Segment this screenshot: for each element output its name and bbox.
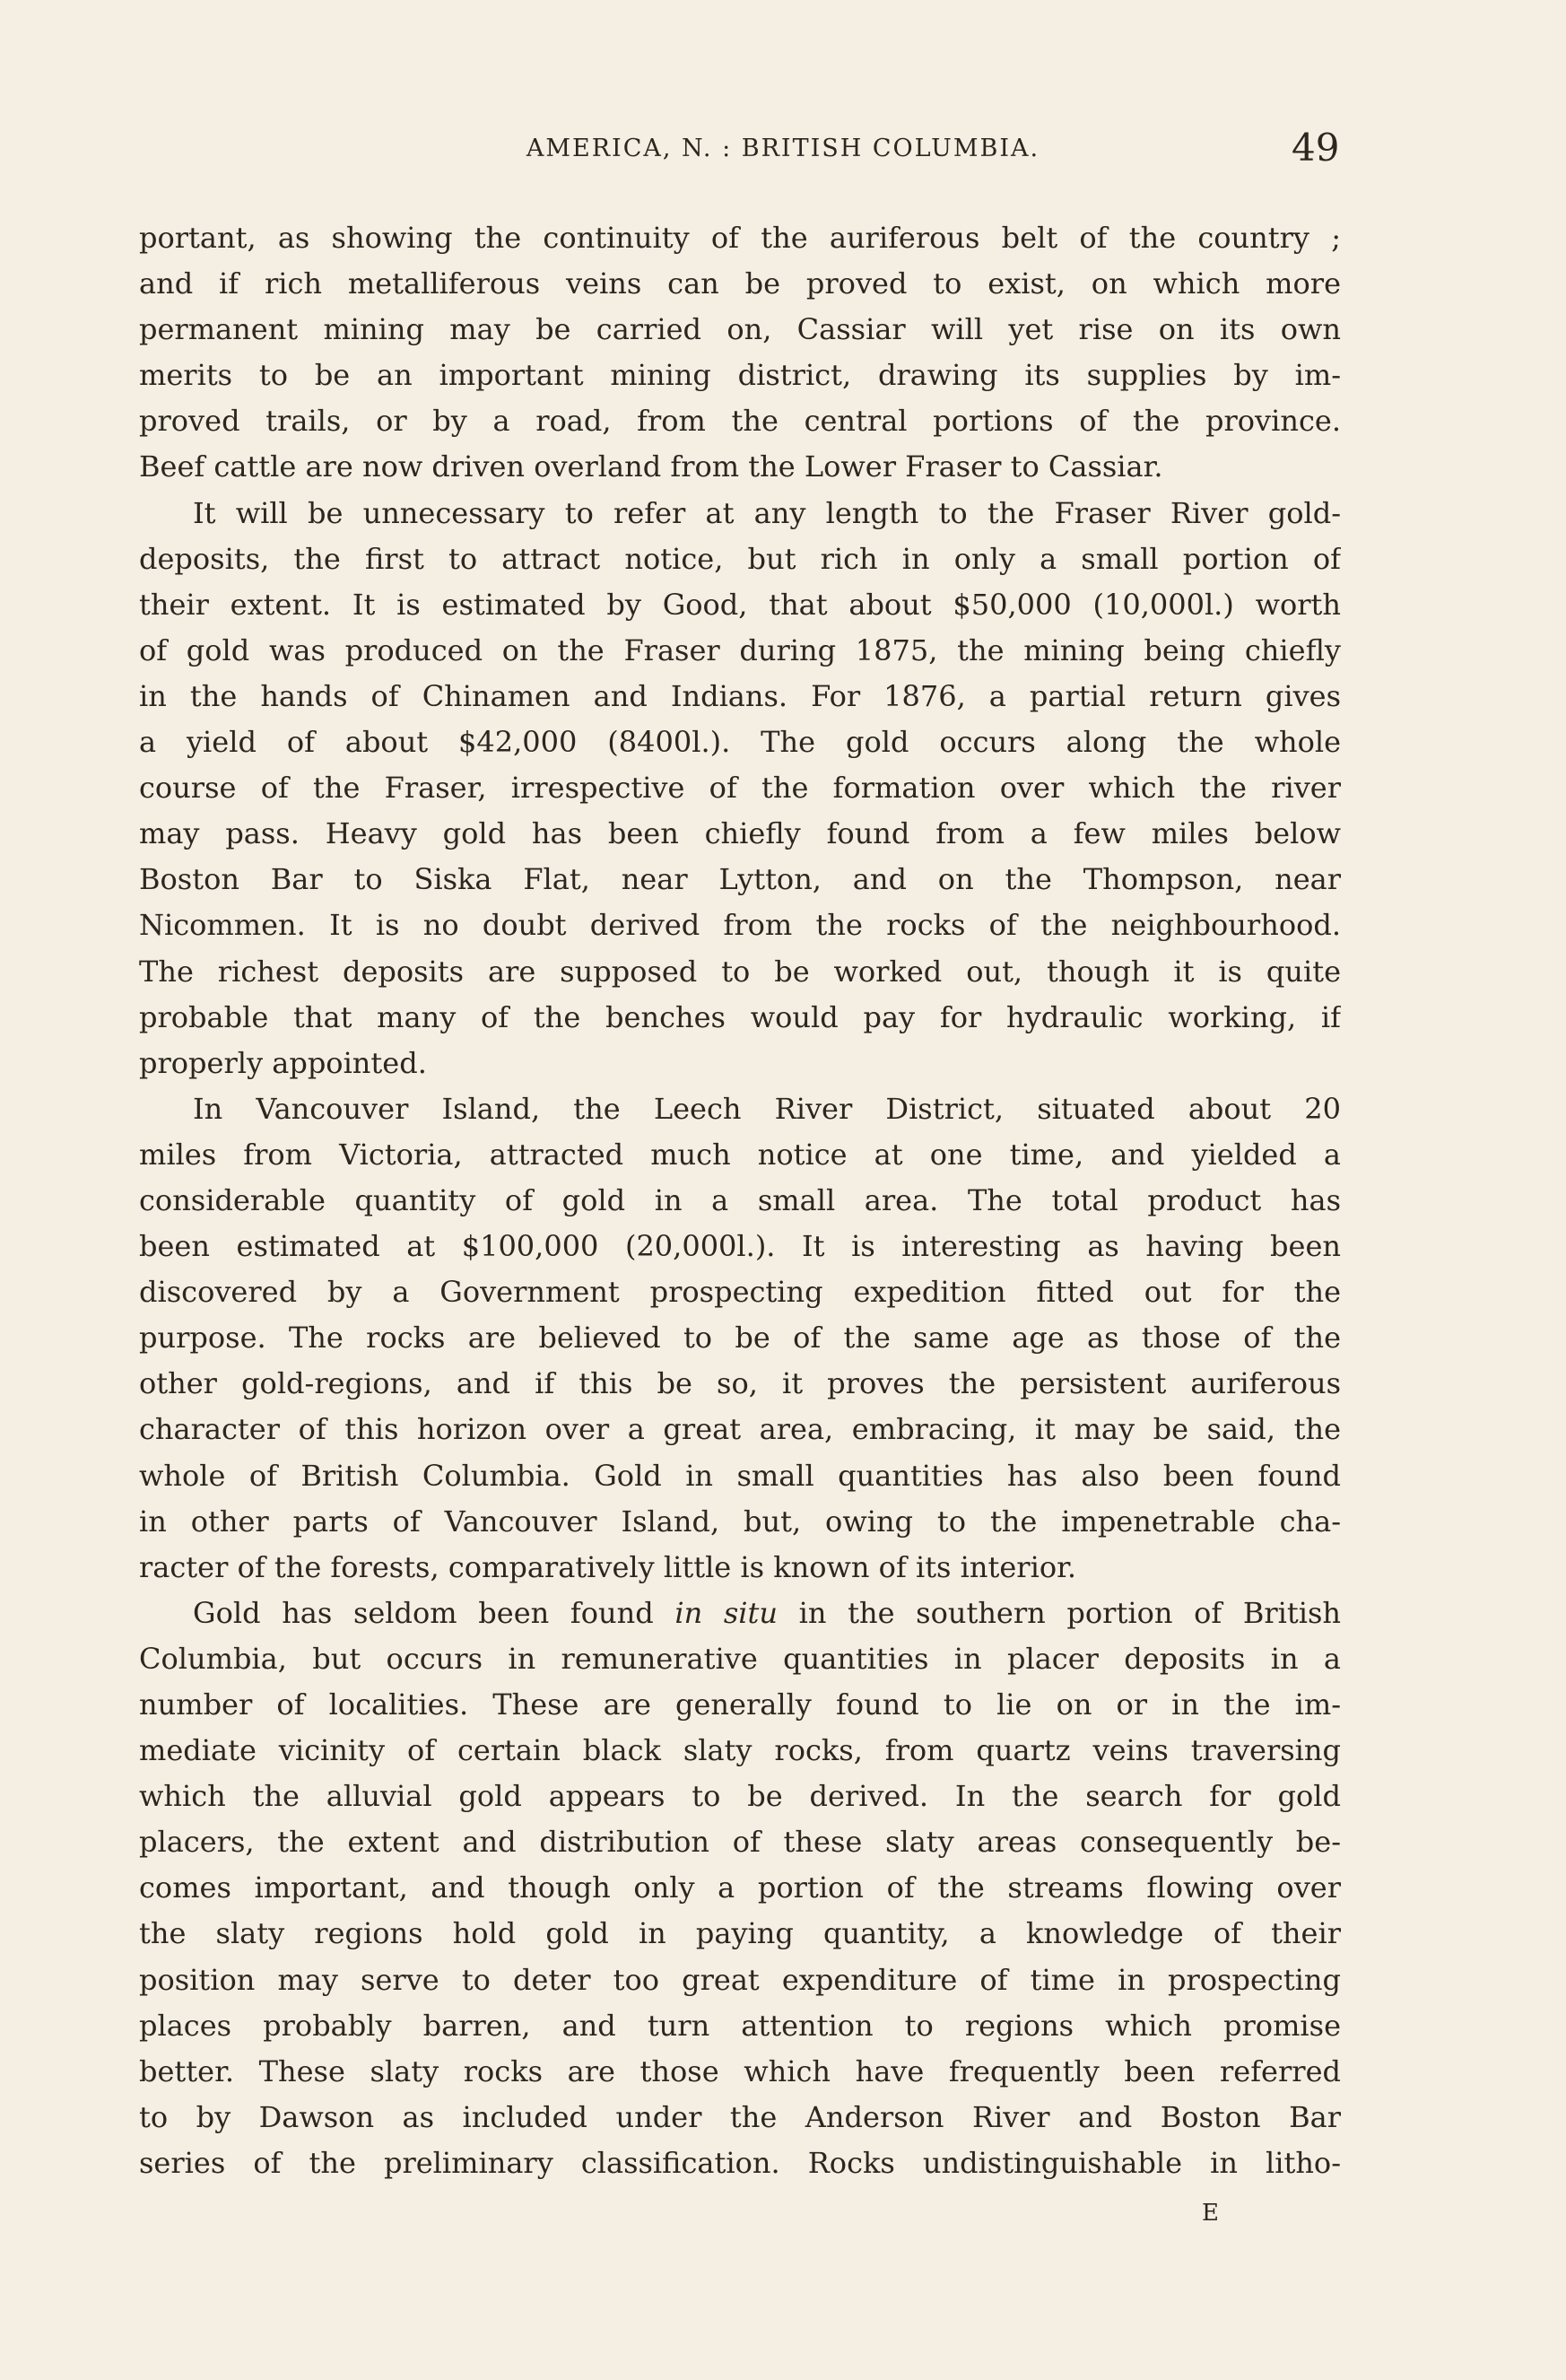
text-line: permanent mining may be carried on, Cassiar will yet rise on its own (139, 312, 1341, 347)
text-line: merits to be an important mining district, drawing its supplies by im- (139, 358, 1341, 393)
text-line: may pass. Heavy gold has been chiefly found from a few miles below (139, 816, 1341, 851)
text-line: places probably barren, and turn attention to regions which promise (139, 2008, 1341, 2043)
paragraph (139, 1591, 1341, 2186)
text-line: number of localities. These are generally found to lie on or in the im- (139, 1687, 1341, 1722)
body-text (139, 215, 1341, 2186)
text-line: their extent. It is estimated by Good, that about $50,000 (10,000l.) worth (139, 587, 1341, 622)
text-line: character of this horizon over a great area, embracing, it may be said, the (139, 1412, 1341, 1447)
text-line: been estimated at $100,000 (20,000l.). It is interesting as having been (139, 1229, 1341, 1264)
text-segment: Gold has seldom been found (193, 1595, 675, 1630)
italic-text: in situ (674, 1595, 778, 1630)
text-line: miles from Victoria, attracted much notice at one time, and yielded a (139, 1137, 1341, 1172)
text-line: other gold-regions, and if this be so, it proves the persistent auriferous (139, 1366, 1341, 1401)
text-line: the slaty regions hold gold in paying quantity, a knowledge of their (139, 1916, 1341, 1951)
text-line: course of the Fraser, irrespective of the formation over which the river (139, 771, 1341, 806)
text-line: series of the preliminary classification. Rocks undistinguishable in litho- (139, 2145, 1341, 2180)
text-line: to by Dawson as included under the Anderson River and Boston Bar (139, 2099, 1341, 2134)
text-line: Columbia, but occurs in remunerative quantities in placer deposits in a (139, 1641, 1341, 1676)
text-line (139, 1591, 1341, 1636)
text-line: and if rich metalliferous veins can be proved to exist, on which more (139, 266, 1341, 301)
text-line: The richest deposits are supposed to be worked out, though it is quite (139, 954, 1341, 989)
text-line: in the hands of Chinamen and Indians. For 1876, a partial return gives (139, 678, 1341, 713)
paragraph (139, 215, 1341, 491)
text-line: racter of the forests, comparatively little is known of its interior. (139, 1549, 1077, 1584)
text-line: considerable quantity of gold in a small area. The total product has (139, 1182, 1341, 1217)
text-line: position may serve to deter too great expenditure of time in prospecting (139, 1962, 1341, 1997)
text-line: of gold was produced on the Fraser during 1875, the mining being chiefly (139, 632, 1341, 667)
paragraph (139, 1086, 1341, 1591)
text-line: in other parts of Vancouver Island, but, owing to the impenetrable cha- (139, 1504, 1341, 1539)
text-line: Beef cattle are now driven overland from the Lower Fraser to Cassiar. (139, 449, 1163, 484)
text-line: deposits, the first to attract notice, but rich in only a small portion of (139, 541, 1341, 576)
text-line: Boston Bar to Siska Flat, near Lytton, and on the Thompson, near (139, 862, 1341, 897)
text-line: properly appointed. (139, 1045, 427, 1080)
paragraph (139, 491, 1341, 1086)
text-line: comes important, and though only a portion of the streams flowing over (139, 1870, 1341, 1905)
text-line: proved trails, or by a road, from the central portions of the province. (139, 404, 1341, 439)
signature-mark: E (1202, 2200, 1219, 2227)
text-line: which the alluvial gold appears to be derived. In the search for gold (139, 1779, 1341, 1814)
text-segment: in the southern portion of British (777, 1595, 1341, 1630)
text-line: better. These slaty rocks are those which have frequently been referred (139, 2053, 1341, 2088)
text-line: placers, the extent and distribution of these slaty areas consequently be- (139, 1825, 1341, 1860)
text-line: In Vancouver Island, the Leech River District, situated about 20 (193, 1091, 1341, 1126)
running-title: AMERICA, N. : BRITISH COLUMBIA. (526, 135, 1040, 162)
text-line: discovered by a Government prospecting expedition fitted out for the (139, 1275, 1341, 1310)
text-line: It will be unnecessary to refer at any length to the Fraser River gold- (193, 495, 1341, 530)
text-line: portant, as showing the continuity of the auriferous belt of the country ; (139, 221, 1341, 255)
text-line: whole of British Columbia. Gold in small quantities has also been found (139, 1458, 1341, 1493)
text-line: mediate vicinity of certain black slaty rocks, from quartz veins traversing (139, 1733, 1341, 1768)
text-line: probable that many of the benches would pay for hydraulic working, if (139, 999, 1341, 1034)
text-line: Nicommen. It is no doubt derived from the rocks of the neighbourhood. (139, 908, 1341, 943)
page-number: 49 (1292, 126, 1340, 170)
text-line: a yield of about $42,000 (8400l.). The gold occurs along the whole (139, 725, 1341, 760)
text-line: purpose. The rocks are believed to be of the same age as those of the (139, 1321, 1341, 1356)
